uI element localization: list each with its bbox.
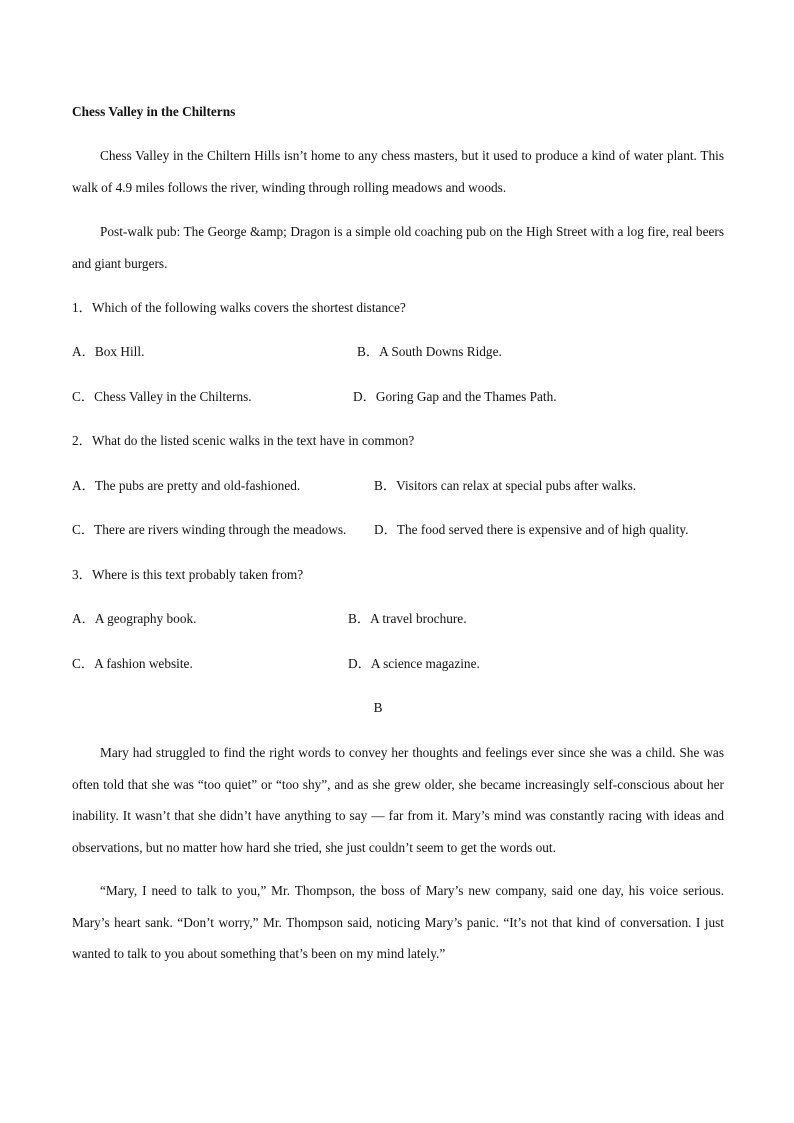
question-3-option-c: C．A fashion website. bbox=[72, 656, 193, 671]
question-1-option-c: C．Chess Valley in the Chilterns. bbox=[72, 389, 252, 404]
question-1-option-a: A．Box Hill. bbox=[72, 344, 145, 359]
passage-b-paragraph-1: Mary had struggled to find the right words to convey her thoughts and feelings ever since she was a child. She was often told that she was “too quiet” or “too shy”, and as she grew older, she became increasingly self-conscious about her inability. It wasn’t that she didn’t have anything to say — far from it. Mary’s mind was constantly racing with ideas and observations, but no matter how hard she tried, she just couldn’t seem to get the words out. bbox=[72, 745, 724, 855]
question-1-option-d: D．Goring Gap and the Thames Path. bbox=[353, 389, 557, 404]
question-2-option-c: C．There are rivers winding through the meadows. bbox=[72, 522, 347, 537]
question-2-stem: 2．What do the listed scenic walks in the text have in common? bbox=[72, 433, 415, 448]
intro-paragraph: Chess Valley in the Chiltern Hills isn’t home to any chess masters, but it used to produce a kind of water plant. This walk of 4.9 miles follows the river, winding through rolling meadows and woods. bbox=[72, 148, 724, 195]
question-3-option-d: D．A science magazine. bbox=[348, 656, 480, 671]
section-title: Chess Valley in the Chilterns bbox=[72, 104, 236, 119]
part-label: B bbox=[373, 700, 383, 715]
pub-paragraph: Post-walk pub: The George &amp; Dragon is a simple old coaching pub on the High Street with a log fire, real beers and giant burgers. bbox=[72, 224, 724, 271]
question-1-option-b: B．A South Downs Ridge. bbox=[357, 344, 502, 359]
question-3-option-a: A．A geography book. bbox=[72, 611, 197, 626]
question-2-option-d: D．The food served there is expensive and of high quality. bbox=[374, 522, 689, 537]
question-3-stem: 3．Where is this text probably taken from? bbox=[72, 567, 304, 582]
question-2-option-a: A．The pubs are pretty and old-fashioned. bbox=[72, 478, 301, 493]
question-3-option-b: B．A travel brochure. bbox=[348, 611, 467, 626]
question-1-stem: 1．Which of the following walks covers the shortest distance? bbox=[72, 300, 406, 315]
question-2-option-b: B．Visitors can relax at special pubs after walks. bbox=[374, 478, 637, 493]
passage-b-paragraph-2: “Mary, I need to talk to you,” Mr. Thompson, the boss of Mary’s new company, said one day, his voice serious. Mary’s heart sank. “Don’t worry,” Mr. Thompson said, noticing Mary’s panic. “It’s not that kind of conversation. I just wanted to talk to you about something that’s been on my mind lately.” bbox=[72, 883, 724, 961]
